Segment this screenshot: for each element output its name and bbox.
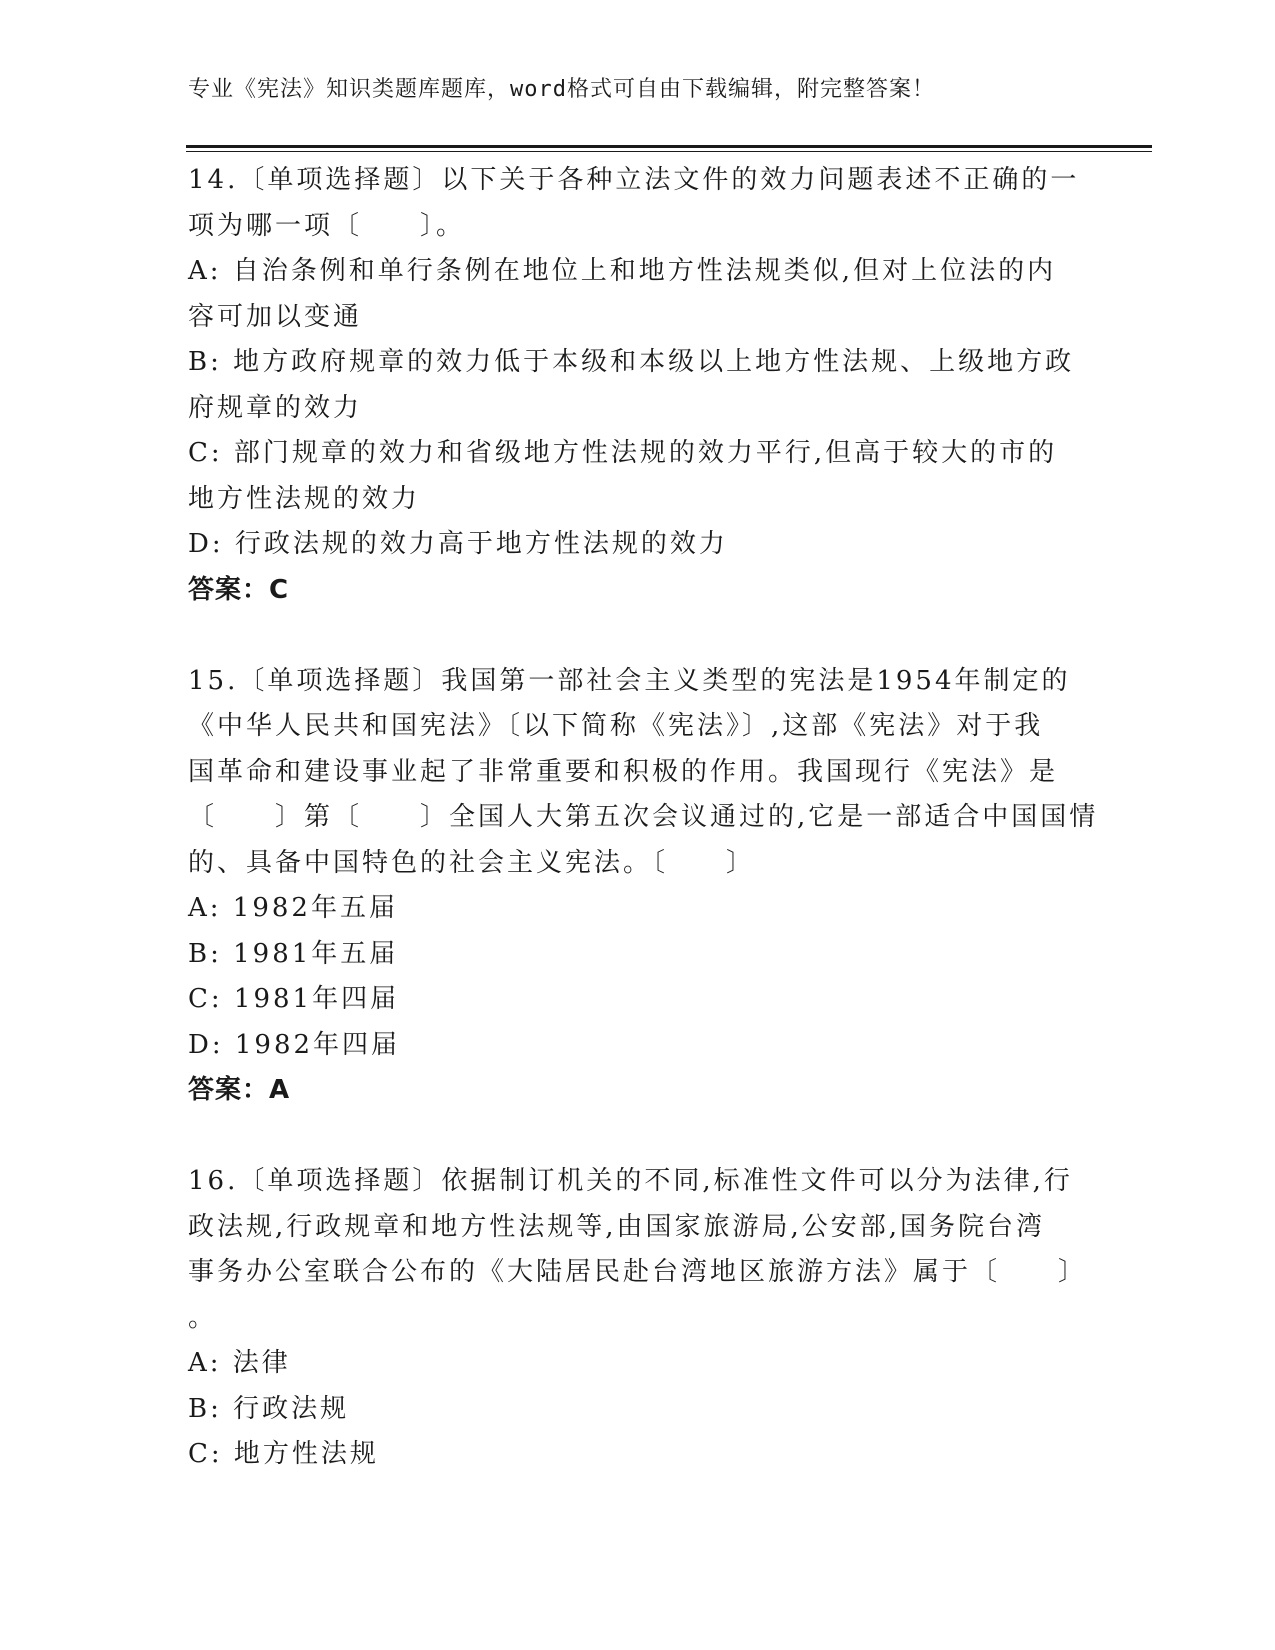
question-stem-line: 16.〔单项选择题〕依据制订机关的不同,标准性文件可以分为法律,行 <box>188 1166 1073 1196</box>
option-d-line: D: 1982年四届 <box>188 1029 401 1060</box>
option-c-line: C: 1981年四届 <box>188 984 400 1014</box>
answer-label: 答案：C <box>188 574 290 605</box>
option-a-line: A: 1982年五届 <box>188 893 398 923</box>
page-header: 专业《宪法》知识类题库题库，word格式可自由下载编辑，附完整答案！ <box>188 77 935 102</box>
question-stem-line: 14.〔单项选择题〕以下关于各种立法文件的效力问题表述不正确的一 <box>188 165 1080 195</box>
option-a-line-cont: 容可加以变通 <box>188 301 363 332</box>
option-c-line: C: 地方性法规 <box>188 1439 379 1469</box>
question-stem-line: 国革命和建设事业起了非常重要和积极的作用。我国现行《宪法》是 <box>188 756 1059 787</box>
option-b-line: B: 行政法规 <box>188 1393 350 1424</box>
option-b-line: B: 地方政府规章的效力低于本级和本级以上地方性法规、上级地方政 <box>188 347 1075 377</box>
question-stem-line: 事务办公室联合公布的《大陆居民赴台湾地区旅游方法》属于〔 〕 <box>188 1257 1088 1287</box>
option-c-line: C: 部门规章的效力和省级地方性法规的效力平行,但高于较大的市的 <box>188 438 1058 468</box>
answer-label: 答案：A <box>188 1075 291 1105</box>
question-stem-line: 项为哪一项〔 〕。 <box>188 210 466 241</box>
option-b-line: B: 1981年五届 <box>188 938 399 969</box>
option-b-line-cont: 府规章的效力 <box>188 392 363 423</box>
option-a-line: A: 自治条例和单行条例在地位上和地方性法规类似,但对上位法的内 <box>188 256 1057 286</box>
spacer <box>188 1114 1088 1160</box>
question-list <box>188 158 1099 1478</box>
option-a-line: A: 法律 <box>188 1348 291 1378</box>
question-stem-line: 。 <box>188 1302 218 1333</box>
question-stem-line: 《中华人民共和国宪法》〔以下简称《宪法》〕,这部《宪法》对于我 <box>188 711 1044 741</box>
question-stem-line: 政法规,行政规章和地方性法规等,由国家旅游局,公安部,国务院台湾 <box>188 1211 1046 1242</box>
question-stem-line: 15.〔单项选择题〕我国第一部社会主义类型的宪法是1954年制定的 <box>188 665 1071 696</box>
question-15 <box>188 659 1099 1114</box>
question-16 <box>188 1159 1088 1478</box>
question-stem-line: 〔 〕第〔 〕全国人大第五次会议通过的,它是一部适合中国国情 <box>188 802 1099 832</box>
option-c-line-cont: 地方性法规的效力 <box>188 483 421 514</box>
header-rule-thin <box>186 151 1152 152</box>
question-stem-line: 的、具备中国特色的社会主义宪法。〔 〕 <box>188 847 756 878</box>
option-d-line: D: 行政法规的效力高于地方性法规的效力 <box>188 529 728 559</box>
question-14 <box>188 158 1088 613</box>
spacer <box>188 613 1088 659</box>
header-rule-thick <box>186 145 1152 148</box>
